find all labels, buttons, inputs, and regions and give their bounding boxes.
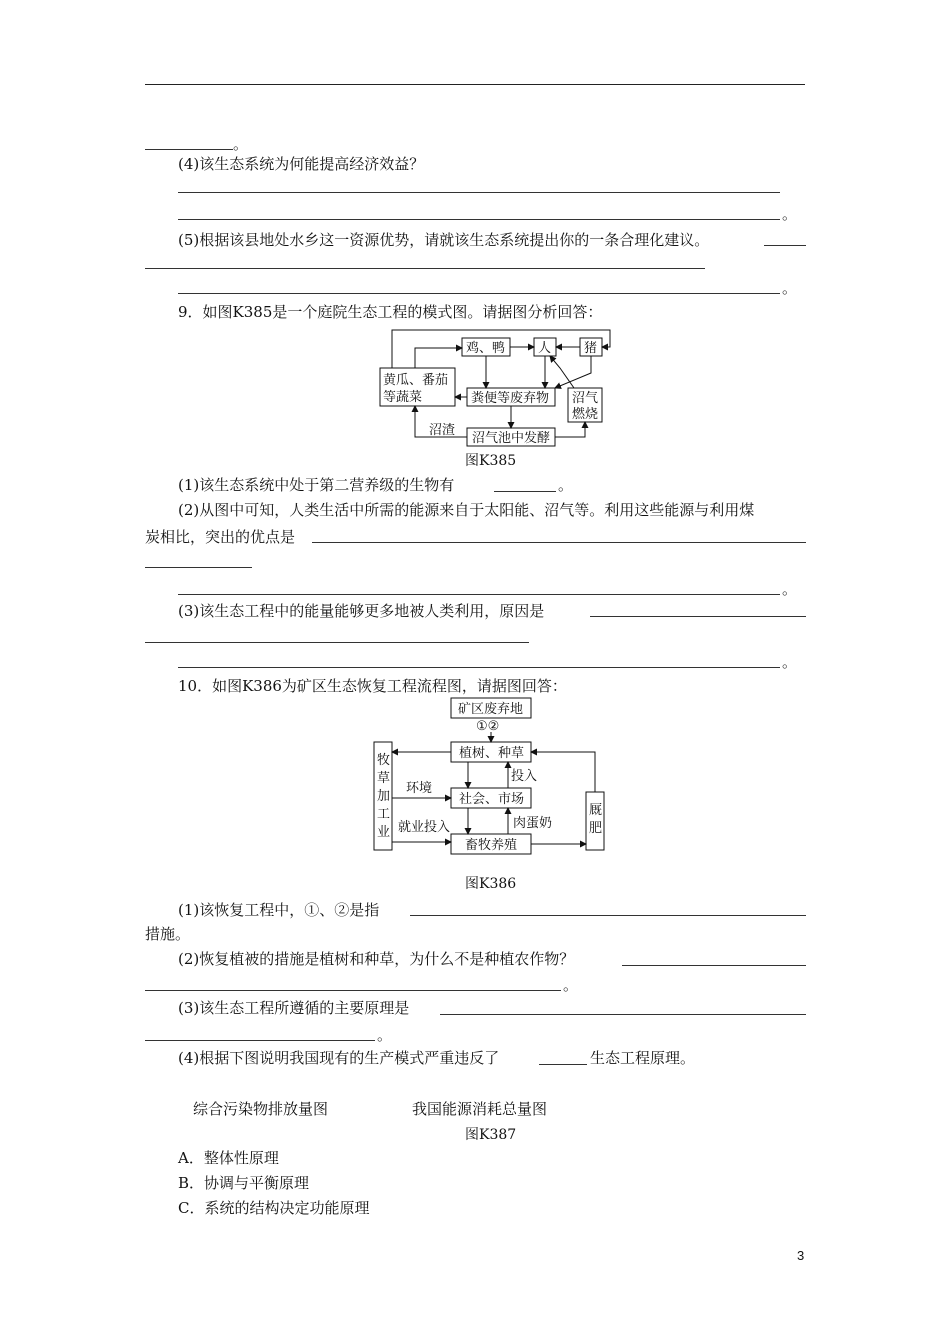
- node-vegetables-l2: 等蔬菜: [383, 390, 423, 405]
- answer-blank: [145, 149, 233, 150]
- label-steps: ①②: [476, 719, 500, 734]
- answer-blank: [178, 293, 780, 294]
- q8-part5: (5)根据该县地处水乡这一资源优势，请就该生态系统提出你的一条合理化建议。: [178, 231, 710, 249]
- label-products: 肉蛋奶: [513, 816, 553, 831]
- q10-part4-post: 生态工程原理。: [590, 1049, 696, 1067]
- q9-part1: (1)该生态系统中处于第二营养级的生物有: [178, 476, 455, 494]
- mine-restoration-diagram: [368, 696, 613, 856]
- answer-blank: [764, 245, 806, 246]
- q9-part2-line1: (2)从图中可知，人类生活中所需的能源来自于太阳能、沼气等。利用这些能源与利用煤: [178, 501, 755, 519]
- q9-part2-line2: 炭相比，突出的优点是: [145, 528, 296, 546]
- node-vegetables-l1: 黄瓜、番茄: [383, 373, 449, 388]
- courtyard-eco-diagram: [370, 328, 620, 450]
- figure-caption-k385: 图K385: [465, 453, 517, 469]
- answer-blank: [440, 1014, 806, 1015]
- node-manure-fertilizer: 厩肥: [589, 803, 603, 836]
- node-livestock: 畜牧养殖: [465, 838, 518, 853]
- figure-caption-k387: 图K387: [465, 1127, 517, 1143]
- answer-blank: [539, 1064, 587, 1065]
- answer-blank: [145, 268, 705, 269]
- answer-blank: [145, 990, 561, 991]
- q10-part4-pre: (4)根据下图说明我国现有的生产模式严重违反了: [178, 1049, 500, 1067]
- answer-blank: [178, 219, 780, 220]
- node-biogas-burn-l1: 沼气: [572, 391, 599, 406]
- answer-blank: [178, 192, 780, 193]
- q10-part1-tail: 措施。: [145, 925, 191, 943]
- option-c: C．系统的结构决定功能原理: [178, 1199, 370, 1217]
- answer-blank: [145, 567, 252, 568]
- node-manure: 粪便等废弃物: [471, 391, 550, 406]
- q9-part2-dot: 。: [782, 580, 798, 598]
- q10-part3-dot: 。: [377, 1026, 393, 1044]
- q9-part1-dot: 。: [558, 476, 574, 494]
- node-society-market: 社会、市场: [459, 792, 525, 807]
- q9-part3: (3)该生态工程中的能量能够更多地被人类利用，原因是: [178, 602, 545, 620]
- node-poultry: 鸡、鸭: [466, 341, 506, 356]
- q10-part1: (1)该恢复工程中，①、②是指: [178, 901, 380, 919]
- label-environment: 环境: [406, 781, 433, 796]
- q8-part4-dot: 。: [782, 205, 798, 223]
- answer-blank: [494, 491, 556, 492]
- q9-stem: 9．如图K385是一个庭院生态工程的模式图。请据图分析回答：: [178, 303, 603, 321]
- answer-blank: [312, 542, 806, 543]
- node-biogas-burn-l2: 燃烧: [572, 407, 599, 422]
- label-residue: 沼渣: [429, 423, 456, 438]
- node-trees-grass: 植树、种草: [459, 746, 525, 761]
- node-wasteland: 矿区废弃地: [458, 702, 524, 717]
- node-pasture-industry: 牧草加工业: [377, 753, 391, 840]
- answer-blank: [178, 594, 780, 595]
- figure-label-energy: 我国能源消耗总量图: [412, 1100, 548, 1118]
- q10-part3: (3)该生态工程所遵循的主要原理是: [178, 999, 410, 1017]
- node-pig: 猪: [584, 341, 598, 356]
- node-digester: 沼气池中发酵: [472, 431, 551, 446]
- q8-part5-dot: 。: [782, 279, 798, 297]
- q9-part3-dot: 。: [782, 653, 798, 671]
- label-employment: 就业投入: [398, 820, 451, 835]
- figure-label-pollution: 综合污染物排放量图: [193, 1100, 329, 1118]
- q10-stem: 10．如图K386为矿区生态恢复工程流程图，请据图回答：: [178, 677, 567, 695]
- answer-blank: [622, 965, 806, 966]
- answer-blank: [590, 616, 806, 617]
- answer-blank: [410, 915, 806, 916]
- option-b: B．协调与平衡原理: [178, 1174, 310, 1192]
- label-investment: 投入: [511, 769, 538, 784]
- q8-part4: (4)该生态系统为何能提高经济效益？: [178, 155, 425, 173]
- header-rule: [145, 84, 805, 85]
- answer-blank: [145, 642, 529, 643]
- q8-tail-dot: 。: [233, 135, 249, 153]
- q10-part2-dot: 。: [563, 976, 579, 994]
- q10-part2: (2)恢复植被的措施是植树和种草，为什么不是种植农作物？: [178, 950, 575, 968]
- option-a: A．整体性原理: [178, 1149, 279, 1167]
- answer-blank: [145, 1040, 375, 1041]
- page-number: 3: [797, 1248, 805, 1263]
- figure-caption-k386: 图K386: [465, 876, 517, 892]
- node-human: 人: [538, 341, 552, 356]
- answer-blank: [178, 667, 780, 668]
